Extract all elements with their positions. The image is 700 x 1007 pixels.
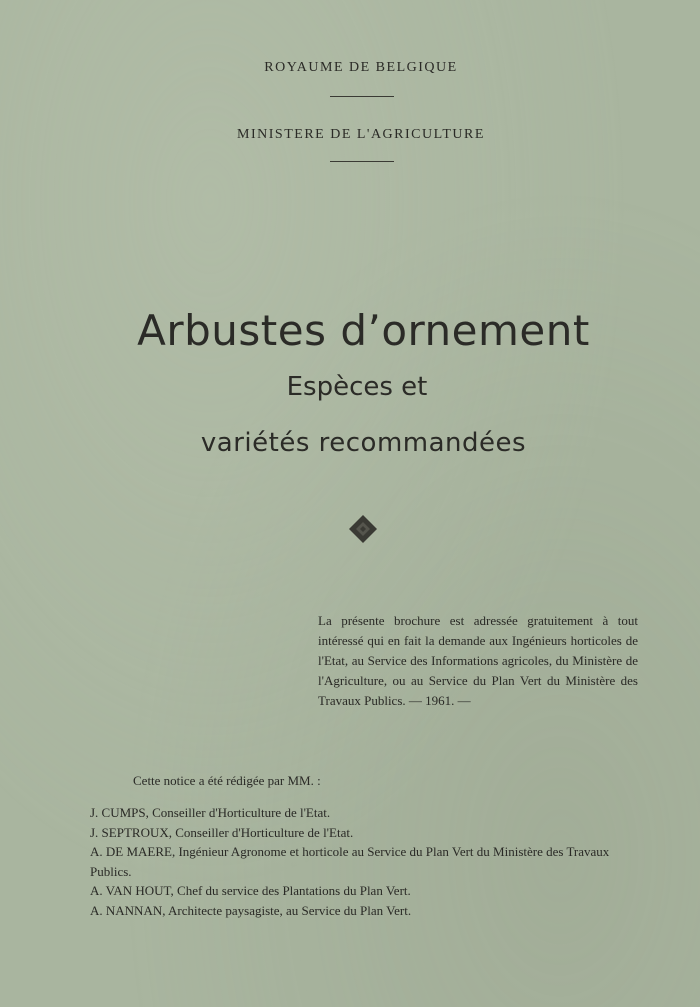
authors-intro: Cette notice a été rédigée par MM. : (133, 773, 321, 788)
diamond-ornament-icon (348, 514, 378, 544)
author-item: A. VAN HOUT, Chef du service des Plantations du Plan Vert. (90, 883, 411, 898)
authors-list (90, 803, 638, 920)
kingdom-heading: ROYAUME DE BELGIQUE (264, 60, 458, 75)
author-item: A. DE MAERE, Ingénieur Agronome et horticole au Service du Plan Vert du Ministère des Travaux Publics. (90, 844, 610, 879)
document-subtitle-line2: variétés recommandées (200, 428, 527, 458)
author-item: J. CUMPS, Conseiller d'Horticulture de l'Etat. (90, 805, 331, 820)
ministry-divider (330, 161, 394, 162)
document-subtitle-line1: Espèces et (286, 372, 428, 402)
ministry-heading: MINISTERE DE L'AGRICULTURE (237, 127, 485, 142)
header-divider (330, 96, 394, 97)
document-title: Arbustes d’ornement (137, 306, 590, 355)
author-item: J. SEPTROUX, Conseiller d'Horticulture de l'Etat. (90, 824, 354, 840)
author-item: A. NANNAN, Architecte paysagiste, au Service du Plan Vert. (90, 902, 412, 918)
distribution-notice: La présente brochure est adressée gratuitement à tout intéressé qui en fait la demande aux Ingénieurs horticoles de l'Etat, au Service des Informations agricoles, du Ministère de l'Agriculture, ou au Service du Plan Vert du Ministère des Travaux Publics. — 1961. — (318, 613, 638, 708)
